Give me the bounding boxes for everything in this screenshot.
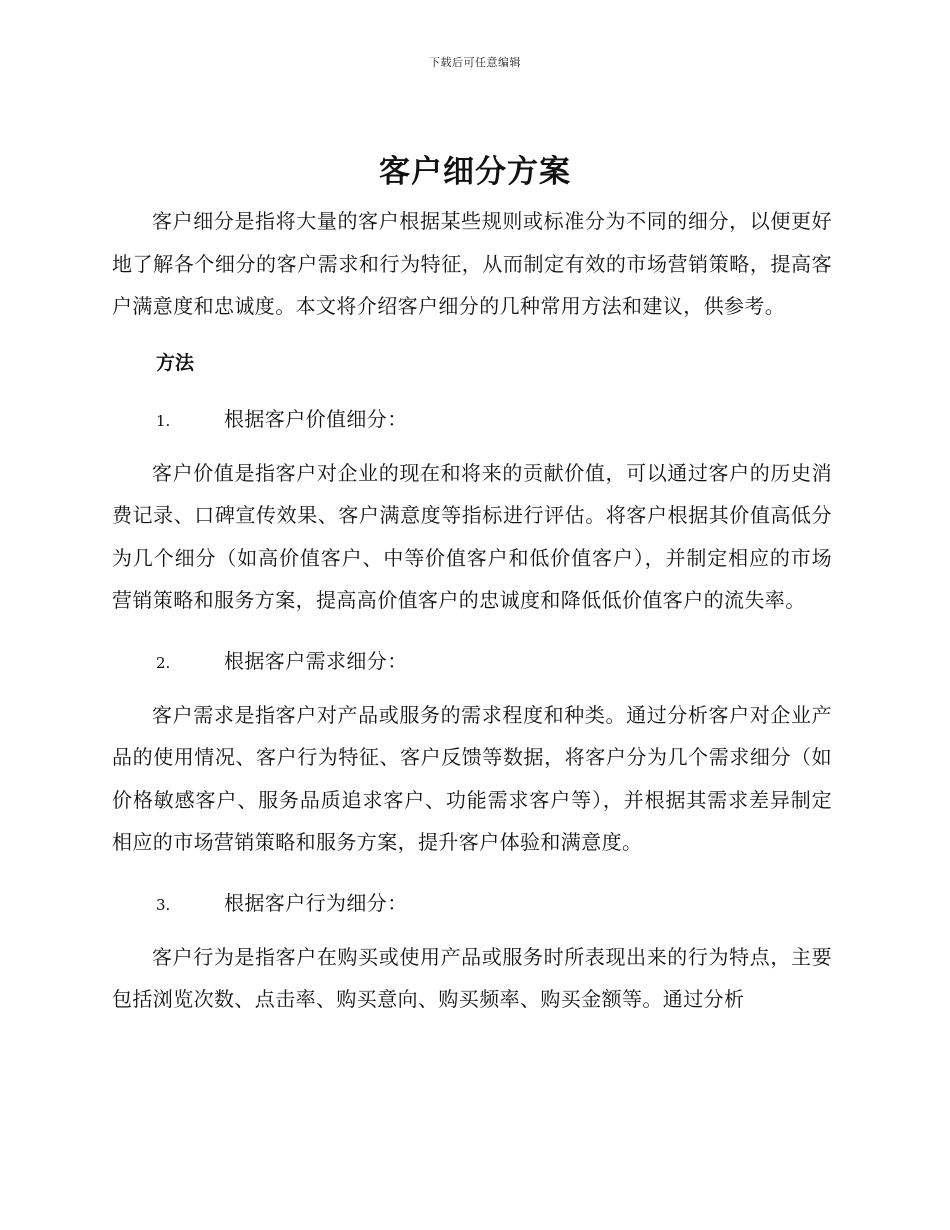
intro-paragraph: 客户细分是指将大量的客户根据某些规则或标准分为不同的细分，以便更好地了解各个细分的客户需求和行为特征，从而制定有效的市场营销策略，提高客户满意度和忠诚度。本文将介绍客户细分的几种常用方法和建议，供参考。 — [112, 209, 832, 318]
method-number: 2. — [156, 653, 171, 672]
section-heading-methods: 方法 — [156, 351, 195, 374]
method-heading: 根据客户价值细分： — [224, 406, 408, 431]
method-body-2: 客户需求是指客户对产品或服务的需求程度和种类。通过分析客户对企业产品的使用情况、客户行为特征、客户反馈等数据，将客户分为几个需求细分（如价格敏感客户、服务品质追求客户、功能需求客户等），并根据其需求差异制定相应的市场营销策略和服务方案，提升客户体验和满意度。 — [112, 702, 832, 854]
method-number: 3. — [156, 895, 171, 914]
method-number: 1. — [156, 411, 171, 430]
method-item-1 — [112, 402, 832, 438]
document-body — [112, 200, 832, 1021]
method-heading: 根据客户行为细分： — [224, 890, 408, 915]
method-body-1: 客户价值是指客户对企业的现在和将来的贡献价值，可以通过客户的历史消费记录、口碑宣传效果、客户满意度等指标进行评估。将客户根据其价值高低分为几个细分（如高价值客户、中等价值客户和低价值客户），并制定相应的市场营销策略和服务方案，提高高价值客户的忠诚度和降低低价值客户的流失率。 — [112, 460, 832, 612]
method-body-3: 客户行为是指客户在购买或使用产品或服务时所表现出来的行为特点，主要包括浏览次数、点击率、购买意向、购买频率、购买金额等。通过分析 — [112, 944, 832, 1011]
method-item-2 — [112, 644, 832, 680]
page-header: 下载后可任意编辑 — [429, 56, 521, 69]
document-title: 客户细分方案 — [379, 154, 571, 190]
method-heading: 根据客户需求细分： — [224, 648, 408, 673]
method-item-3 — [112, 886, 832, 922]
